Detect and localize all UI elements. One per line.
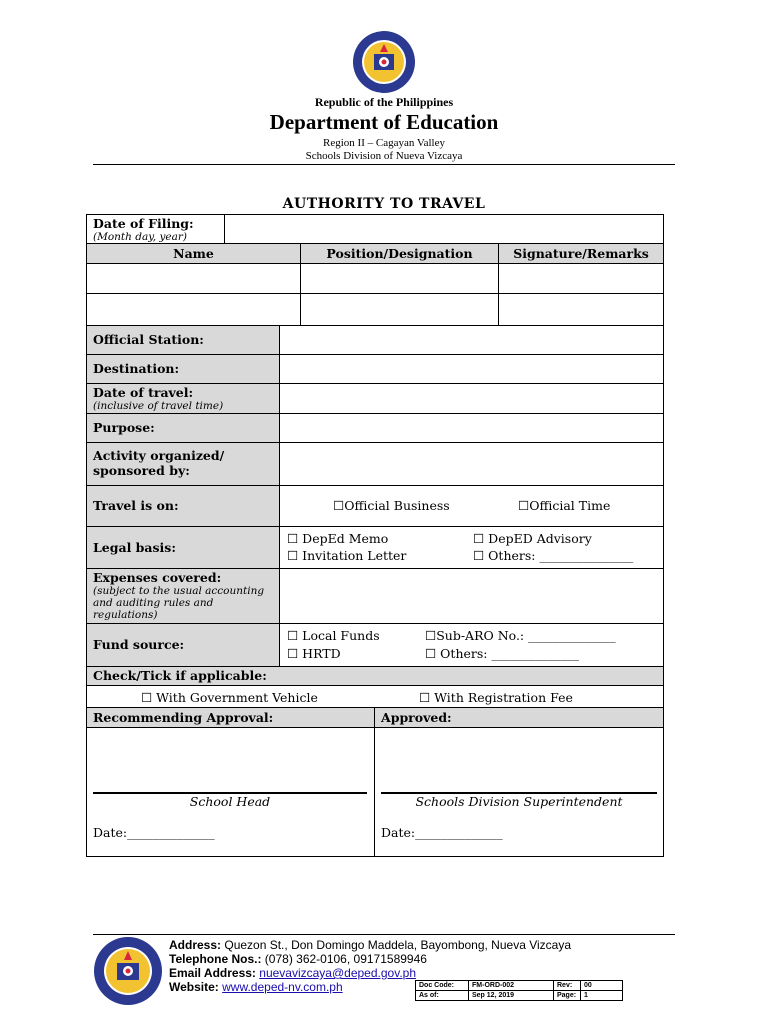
date-of-travel-label: Date of travel:: [93, 385, 194, 400]
footer-address: [169, 938, 571, 952]
division-line: Schools Division of Nueva Vizcaya: [305, 150, 463, 162]
date-right[interactable]: Date:______________: [381, 825, 503, 840]
footer-telephone: [169, 952, 427, 966]
position-cell-2[interactable]: [301, 294, 498, 325]
deped-seal: [352, 30, 416, 94]
footer-email: [169, 966, 416, 980]
official-business-checkbox[interactable]: ☐Official Business: [333, 498, 450, 513]
date-left[interactable]: Date:______________: [93, 825, 215, 840]
deped-memo-checkbox[interactable]: ☐ DepEd Memo: [287, 531, 389, 546]
name-cell-2[interactable]: [87, 294, 300, 325]
school-head-caption: School Head: [189, 794, 271, 809]
page-label: Page:: [554, 991, 581, 1001]
asof-value: Sep 12, 2019: [469, 991, 554, 1001]
telephone-label: Telephone Nos.:: [169, 952, 262, 966]
official-time-checkbox[interactable]: ☐Official Time: [518, 498, 611, 513]
col-name-header: Name: [173, 246, 214, 261]
doc-code-value: FM-ORD-002: [469, 981, 554, 991]
address-label: Address:: [169, 938, 222, 952]
activity-field[interactable]: [280, 443, 663, 485]
footer-website: [169, 980, 343, 994]
activity-label-line1: Activity organized/: [93, 448, 225, 463]
official-station-label: Official Station:: [93, 332, 204, 347]
name-cell-1[interactable]: [87, 264, 300, 293]
signature-cell-1[interactable]: [499, 264, 663, 293]
date-of-filing-label-cell: [87, 215, 224, 243]
republic-line: Republic of the Philippines: [314, 95, 454, 109]
page-value: 1: [581, 991, 623, 1001]
expenses-covered-field[interactable]: [280, 569, 663, 623]
purpose-label: Purpose:: [93, 420, 155, 435]
gov-vehicle-checkbox[interactable]: ☐ With Government Vehicle: [141, 690, 318, 705]
footer-divider: [93, 934, 675, 935]
deped-advisory-checkbox[interactable]: ☐ DepED Advisory: [473, 531, 592, 546]
date-of-travel-field[interactable]: [280, 384, 663, 413]
date-of-travel-hint: (inclusive of travel time): [93, 400, 224, 412]
check-tick-label: Check/Tick if applicable:: [93, 668, 267, 683]
website-link[interactable]: www.deped-nv.com.ph: [222, 980, 343, 994]
expenses-hint-line3: regulations): [93, 609, 158, 621]
website-label: Website:: [169, 980, 219, 994]
others-fund-checkbox[interactable]: ☐ Others: ______________: [425, 646, 579, 661]
email-label: Email Address:: [169, 966, 256, 980]
invitation-letter-checkbox[interactable]: ☐ Invitation Letter: [287, 548, 407, 563]
local-funds-checkbox[interactable]: ☐ Local Funds: [287, 628, 380, 643]
department-title: Department of Education: [269, 110, 499, 134]
expenses-hint-line1: (subject to the usual accounting: [93, 585, 265, 597]
position-cell-1[interactable]: [301, 264, 498, 293]
date-of-filing-hint: (Month day, year): [93, 231, 187, 243]
recommending-approval-label: Recommending Approval:: [93, 710, 274, 725]
legal-basis-label: Legal basis:: [93, 540, 176, 555]
official-station-field[interactable]: [280, 326, 663, 354]
sub-aro-checkbox[interactable]: ☐Sub-ARO No.: ______________: [425, 628, 616, 643]
destination-label: Destination:: [93, 361, 180, 376]
col-position-header: Position/Designation: [326, 246, 473, 261]
region-line: Region II – Cagayan Valley: [323, 137, 445, 149]
date-of-filing-label: Date of Filing:: [93, 216, 194, 231]
email-link[interactable]: nuevavizcaya@deped.gov.ph: [259, 966, 416, 980]
purpose-field[interactable]: [280, 414, 663, 442]
fund-source-label: Fund source:: [93, 637, 185, 652]
approved-label: Approved:: [381, 710, 452, 725]
destination-field[interactable]: [280, 355, 663, 383]
address-value: Quezon St., Don Domingo Maddela, Bayombong, Nueva Vizcaya: [224, 938, 571, 952]
others-legal-checkbox[interactable]: ☐ Others: _______________: [473, 548, 634, 563]
asof-label: As of:: [416, 991, 469, 1001]
hrtd-checkbox[interactable]: ☐ HRTD: [287, 646, 341, 661]
travel-is-on-label: Travel is on:: [93, 498, 179, 513]
col-signature-header: Signature/Remarks: [513, 246, 649, 261]
header-divider: [93, 164, 675, 165]
sds-caption: Schools Division Superintendent: [415, 794, 623, 809]
footer-seal: [93, 936, 163, 1006]
reg-fee-checkbox[interactable]: ☐ With Registration Fee: [419, 690, 573, 705]
expenses-covered-label: Expenses covered:: [93, 570, 222, 585]
rev-label: Rev:: [554, 981, 581, 991]
signature-cell-2[interactable]: [499, 294, 663, 325]
activity-label-line2: sponsored by:: [93, 463, 190, 478]
rev-value: 00: [581, 981, 623, 991]
form-title: AUTHORITY TO TRAVEL: [282, 196, 486, 212]
date-of-filing-field[interactable]: [225, 215, 663, 243]
telephone-value: (078) 362-0106, 09171589946: [264, 952, 427, 966]
doc-control-table: [415, 980, 623, 1001]
doc-code-label: Doc Code:: [416, 981, 469, 991]
expenses-hint-line2: and auditing rules and: [93, 597, 214, 609]
